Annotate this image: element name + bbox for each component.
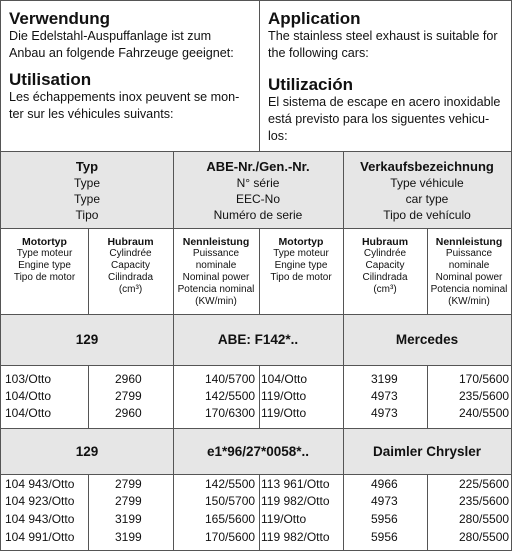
cell-nennleistung: 235/5600 bbox=[459, 389, 510, 403]
header-typ-sub: Tipo bbox=[75, 208, 99, 222]
group-title-row bbox=[1, 315, 511, 365]
subheader-sub: Type moteur bbox=[16, 248, 73, 259]
group-typ: 129 bbox=[75, 332, 99, 347]
group-abe-number: e1*96/27*0058*.. bbox=[206, 444, 310, 459]
heading-es: Utilización bbox=[268, 75, 354, 94]
cell-hubraum: 4973 bbox=[371, 494, 398, 508]
group-data-block bbox=[1, 366, 511, 428]
header-typ-sub: Type bbox=[73, 192, 100, 206]
group-vehicle-name: Daimler Chrysler bbox=[372, 444, 482, 459]
heading-en: Application bbox=[268, 9, 361, 28]
cell-hubraum: 3199 bbox=[115, 530, 142, 544]
table-row bbox=[1, 405, 511, 422]
cell-motortyp: 113 961/Otto bbox=[261, 477, 330, 491]
subheader-sub: Nominal power bbox=[435, 272, 503, 283]
cell-motortyp: 119 982/Otto bbox=[261, 494, 330, 508]
col-divider bbox=[343, 152, 344, 228]
header-verkauf-sub: Type véhicule bbox=[390, 176, 464, 190]
header-abe-sub: Numéro de serie bbox=[213, 208, 303, 222]
subheader-sub: (KW/min) bbox=[448, 296, 490, 307]
table-row bbox=[1, 476, 511, 493]
subheader-motortyp-left bbox=[1, 229, 88, 314]
subheader-nennleistung-right bbox=[427, 229, 511, 314]
cell-nennleistung: 225/5600 bbox=[459, 477, 510, 491]
subheader-title: Nennleistung bbox=[435, 236, 503, 248]
table-row bbox=[1, 511, 511, 528]
group-abe-number: ABE: F142*.. bbox=[217, 332, 299, 347]
cell-hubraum: 4973 bbox=[371, 389, 398, 403]
cell-motortyp: 119/Otto bbox=[261, 406, 307, 420]
col-divider bbox=[173, 229, 174, 314]
subheader-sub: Tipo de motor bbox=[270, 272, 332, 283]
table-row bbox=[1, 529, 511, 546]
cell-nennleistung: 240/5500 bbox=[459, 406, 510, 420]
subheader-sub: Nominal power bbox=[182, 272, 250, 283]
subheader-title: Hubraum bbox=[361, 236, 409, 248]
text-en-line: the following cars: bbox=[268, 46, 369, 60]
cell-hubraum: 5956 bbox=[371, 512, 398, 526]
subheader-sub: (cm³) bbox=[373, 284, 397, 295]
header-verkauf-title: Verkaufsbezeichnung bbox=[360, 159, 494, 174]
group-typ: 129 bbox=[75, 444, 99, 459]
cell-hubraum: 2960 bbox=[115, 406, 142, 420]
cell-hubraum: 2799 bbox=[115, 389, 142, 403]
group-vehicle-name: Mercedes bbox=[395, 332, 459, 347]
col-divider bbox=[88, 229, 89, 314]
subheader-sub: (cm³) bbox=[118, 284, 143, 295]
table-row bbox=[1, 388, 511, 405]
cell-motortyp: 104 991/Otto bbox=[5, 530, 75, 544]
cell-motortyp: 104/Otto bbox=[5, 389, 52, 403]
subheader-sub: Potencia nominal bbox=[430, 284, 508, 295]
heading-fr: Utilisation bbox=[9, 70, 92, 89]
header-verkauf-sub: car type bbox=[405, 192, 449, 206]
subheader-hubraum-left bbox=[88, 229, 173, 314]
cell-hubraum: 4973 bbox=[371, 406, 398, 420]
subheader-sub: Capacity bbox=[365, 260, 405, 271]
header-typ-sub: Type bbox=[73, 176, 100, 190]
text-es bbox=[268, 94, 500, 145]
intro-section bbox=[1, 1, 511, 151]
group-data-block bbox=[1, 475, 511, 551]
cell-hubraum: 3199 bbox=[371, 372, 398, 386]
cell-nennleistung: 150/5700 bbox=[205, 494, 256, 508]
subheader-sub: Type moteur bbox=[273, 248, 329, 259]
vehicle-table bbox=[1, 151, 511, 551]
table-subheader-row bbox=[1, 229, 511, 314]
cell-nennleistung: 280/5500 bbox=[459, 512, 510, 526]
col-divider bbox=[259, 229, 260, 314]
subheader-title: Motortyp bbox=[278, 236, 324, 248]
text-de-line: Die Edelstahl-Auspuffanlage ist zum bbox=[9, 29, 212, 43]
text-es-line: está previsto para los siguentes vehicu- bbox=[268, 112, 490, 126]
col-divider bbox=[427, 229, 428, 314]
cell-nennleistung: 142/5500 bbox=[205, 477, 256, 491]
col-divider bbox=[173, 315, 174, 365]
cell-motortyp: 119/Otto bbox=[261, 389, 307, 403]
subheader-sub: Capacity bbox=[111, 260, 150, 271]
col-divider bbox=[173, 429, 174, 474]
col-divider bbox=[343, 429, 344, 474]
header-abe bbox=[173, 152, 343, 228]
cell-hubraum: 2799 bbox=[115, 477, 142, 491]
text-de-line: Anbau an folgende Fahrzeuge geeignet: bbox=[9, 46, 234, 60]
heading-de: Verwendung bbox=[9, 9, 111, 28]
subheader-sub: Cilindrada bbox=[362, 272, 408, 283]
cell-nennleistung: 170/5600 bbox=[205, 530, 256, 544]
subheader-title: Hubraum bbox=[107, 236, 154, 248]
header-typ bbox=[1, 152, 173, 228]
cell-nennleistung: 140/5700 bbox=[205, 372, 256, 386]
header-verkauf-sub: Tipo de vehículo bbox=[383, 208, 471, 222]
header-abe-sub: EEC-No bbox=[235, 192, 280, 206]
cell-nennleistung: 142/5500 bbox=[205, 389, 256, 403]
text-en-line: The stainless steel exhaust is suitable for bbox=[268, 29, 498, 43]
table-row bbox=[1, 493, 511, 510]
header-abe-sub: N° série bbox=[236, 176, 280, 190]
cell-hubraum: 2960 bbox=[115, 372, 142, 386]
subheader-sub: Puissance nominale bbox=[445, 248, 493, 271]
cell-motortyp: 103/Otto bbox=[5, 372, 52, 386]
intro-left-column bbox=[1, 1, 259, 151]
subheader-sub: Engine type bbox=[18, 260, 71, 271]
subheader-sub: Cilindrada bbox=[107, 272, 154, 283]
cell-motortyp: 104/Otto bbox=[261, 372, 308, 386]
table-header-row bbox=[1, 152, 511, 228]
cell-motortyp: 104/Otto bbox=[5, 406, 52, 420]
cell-nennleistung: 235/5600 bbox=[459, 494, 510, 508]
subheader-sub: Cylindrée bbox=[363, 248, 407, 259]
cell-motortyp: 104 943/Otto bbox=[5, 477, 75, 491]
header-verkauf bbox=[343, 152, 511, 228]
cell-motortyp: 104 923/Otto bbox=[5, 494, 75, 508]
header-abe-title: ABE-Nr./Gen.-Nr. bbox=[206, 159, 310, 174]
cell-nennleistung: 170/5600 bbox=[459, 372, 510, 386]
subheader-title: Motortyp bbox=[22, 236, 67, 248]
subheader-sub: Puissance nominale bbox=[192, 248, 240, 271]
cell-nennleistung: 280/5500 bbox=[459, 530, 510, 544]
header-typ-title: Typ bbox=[75, 159, 99, 174]
cell-motortyp: 119 982/Otto bbox=[261, 530, 330, 544]
cell-motortyp: 119/Otto bbox=[261, 512, 307, 526]
subheader-sub: (KW/min) bbox=[195, 296, 237, 307]
cell-hubraum: 5956 bbox=[371, 530, 398, 544]
cell-motortyp: 104 943/Otto bbox=[5, 512, 75, 526]
text-es-line: El sistema de escape en acero inoxidable bbox=[268, 95, 501, 109]
col-divider bbox=[343, 229, 344, 314]
subheader-sub: Engine type bbox=[274, 260, 328, 271]
cell-nennleistung: 170/6300 bbox=[205, 406, 256, 420]
text-fr-line: ter sur les véhicules suivants: bbox=[9, 107, 174, 121]
subheader-title: Nennleistung bbox=[182, 236, 250, 248]
subheader-motortyp-right bbox=[259, 229, 343, 314]
cell-hubraum: 2799 bbox=[115, 494, 142, 508]
col-divider bbox=[173, 152, 174, 228]
subheader-nennleistung-left bbox=[173, 229, 259, 314]
text-fr bbox=[9, 89, 239, 123]
text-fr-line: Les échappements inox peuvent se mon- bbox=[9, 90, 240, 104]
subheader-hubraum-right bbox=[343, 229, 427, 314]
text-es-line: los: bbox=[268, 129, 288, 143]
cell-hubraum: 3199 bbox=[115, 512, 142, 526]
group-title-row bbox=[1, 429, 511, 474]
cell-nennleistung: 165/5600 bbox=[205, 512, 256, 526]
subheader-sub: Tipo de motor bbox=[13, 272, 76, 283]
cell-hubraum: 4966 bbox=[371, 477, 398, 491]
subheader-sub: Cylindrée bbox=[109, 248, 152, 259]
table-row bbox=[1, 371, 511, 388]
text-en bbox=[268, 28, 498, 62]
subheader-sub: Potencia nominal bbox=[177, 284, 255, 295]
text-de bbox=[9, 28, 234, 62]
col-divider bbox=[343, 315, 344, 365]
intro-right-column bbox=[260, 1, 511, 151]
